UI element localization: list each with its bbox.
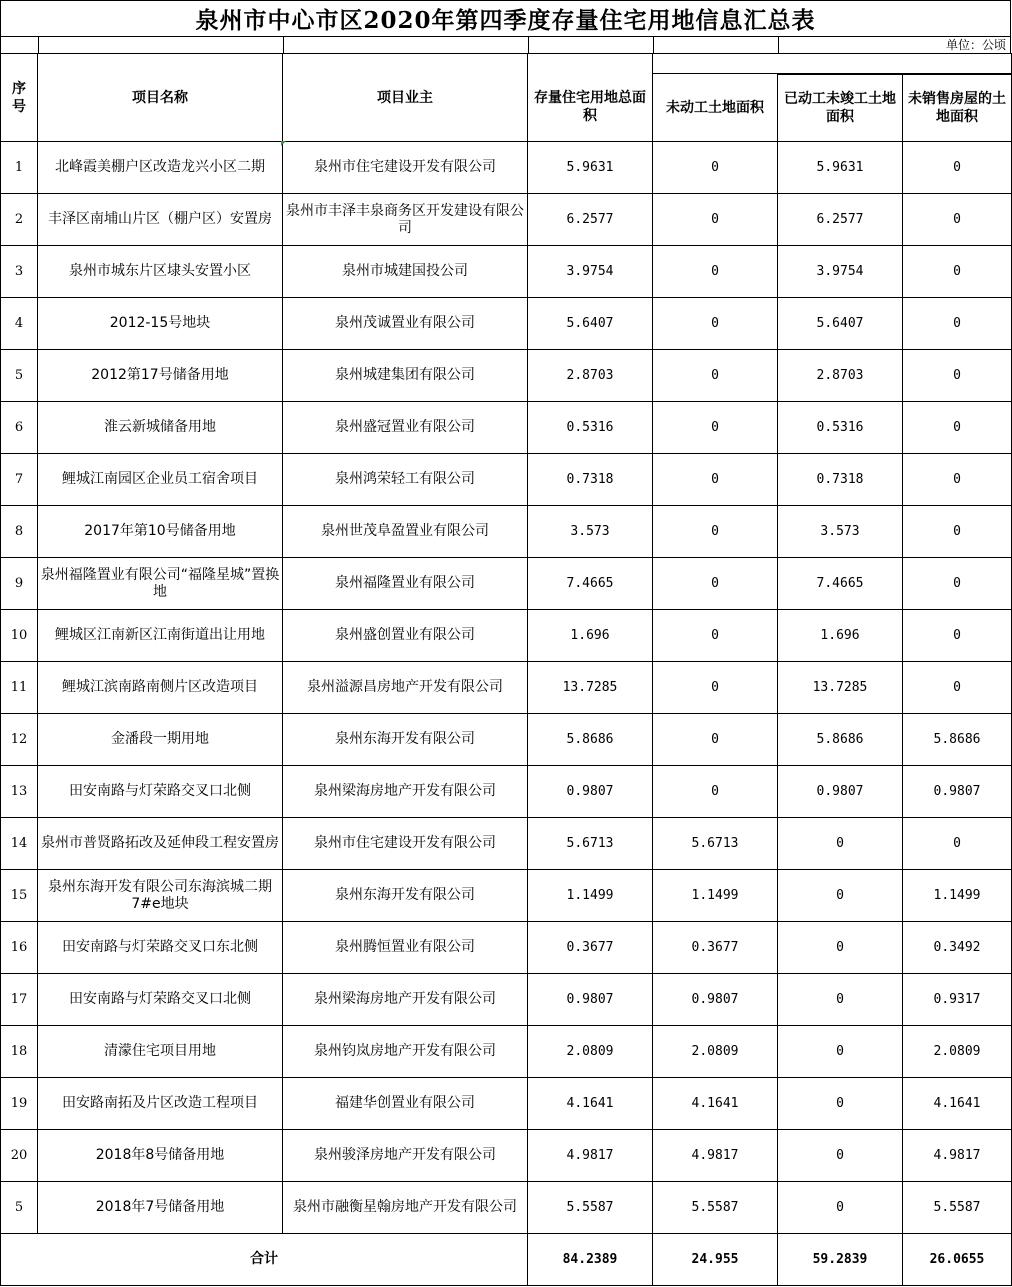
cell-total-area: 6.2577 xyxy=(528,194,653,246)
cell-started-area: 0 xyxy=(778,1026,903,1078)
header-total: 存量住宅用地总面积 xyxy=(528,74,653,142)
cell-project-name: 泉州市城东片区埭头安置小区 xyxy=(38,246,283,298)
cell-total-area: 5.5587 xyxy=(528,1182,653,1234)
cell-unsold-area: 4.9817 xyxy=(903,1130,1012,1182)
cell-owner: 泉州世茂阜盈置业有限公司 xyxy=(283,506,528,558)
header-blank xyxy=(653,54,1012,74)
cell-started-area: 0.9807 xyxy=(778,766,903,818)
cell-owner: 泉州腾恒置业有限公司 xyxy=(283,922,528,974)
cell-unsold-area: 0 xyxy=(903,818,1012,870)
cell-started-area: 0 xyxy=(778,974,903,1026)
cell-total-area: 1.1499 xyxy=(528,870,653,922)
cell-project-name: 泉州市普贤路拓改及延伸段工程安置房 xyxy=(38,818,283,870)
cell-started-area: 13.7285 xyxy=(778,662,903,714)
cell-unsold-area: 0 xyxy=(903,610,1012,662)
cell-index: 20 xyxy=(1,1130,38,1182)
cell-owner: 泉州市住宅建设开发有限公司 xyxy=(283,142,528,194)
header-not-started: 未动工土地面积 xyxy=(653,74,778,142)
cell-started-area: 0 xyxy=(778,818,903,870)
cell-not-started-area: 4.1641 xyxy=(653,1078,778,1130)
cell-owner: 泉州茂诚置业有限公司 xyxy=(283,298,528,350)
cell-not-started-area: 0 xyxy=(653,142,778,194)
header-top-row xyxy=(1,54,1012,74)
gridline xyxy=(38,37,39,53)
data-table xyxy=(0,53,1012,1286)
table-row xyxy=(1,246,1012,298)
cell-project-name: 田安南路与灯荣路交叉口北侧 xyxy=(38,974,283,1026)
cell-owner: 泉州市融衡星翰房地产开发有限公司 xyxy=(283,1182,528,1234)
cell-started-area: 0 xyxy=(778,1130,903,1182)
cell-started-area: 2.8703 xyxy=(778,350,903,402)
cell-project-name: 金潘段一期用地 xyxy=(38,714,283,766)
cell-started-area: 0 xyxy=(778,1182,903,1234)
cell-index: 19 xyxy=(1,1078,38,1130)
header-started-not-done: 已动工未竣工土地面积 xyxy=(778,75,903,142)
cell-not-started-area: 0 xyxy=(653,454,778,506)
cell-project-name: 2018年7号储备用地 xyxy=(38,1182,283,1234)
cell-owner: 泉州骏泽房地产开发有限公司 xyxy=(283,1130,528,1182)
table-row xyxy=(1,402,1012,454)
table-row xyxy=(1,298,1012,350)
table-row xyxy=(1,922,1012,974)
cell-project-name: 泉州东海开发有限公司东海滨城二期7#e地块 xyxy=(38,870,283,922)
cell-index: 16 xyxy=(1,922,38,974)
cell-index: 1 xyxy=(1,142,38,194)
cell-project-name: 田安南路与灯荣路交叉口北侧 xyxy=(38,766,283,818)
table-row xyxy=(1,558,1012,610)
table-row xyxy=(1,974,1012,1026)
cell-not-started-area: 5.5587 xyxy=(653,1182,778,1234)
cell-index: 11 xyxy=(1,662,38,714)
cell-project-name: 2012-15号地块 xyxy=(38,298,283,350)
cell-unsold-area: 2.0809 xyxy=(903,1026,1012,1078)
gridline xyxy=(283,37,284,53)
cell-project-name: 鲤城江南园区企业员工宿舍项目 xyxy=(38,454,283,506)
cell-unsold-area: 0 xyxy=(903,558,1012,610)
cell-not-started-area: 0 xyxy=(653,298,778,350)
cell-owner: 泉州盛冠置业有限公司 xyxy=(283,402,528,454)
cell-project-name: 鲤城江滨南路南侧片区改造项目 xyxy=(38,662,283,714)
table-row xyxy=(1,818,1012,870)
gridline xyxy=(778,37,779,53)
table-row xyxy=(1,350,1012,402)
gridline xyxy=(528,37,529,53)
table-row xyxy=(1,610,1012,662)
cell-index: 9 xyxy=(1,558,38,610)
cell-index: 2 xyxy=(1,194,38,246)
cell-index: 15 xyxy=(1,870,38,922)
cell-index: 18 xyxy=(1,1026,38,1078)
header-name: 项目名称 xyxy=(38,54,283,142)
cell-unsold-area: 0 xyxy=(903,506,1012,558)
cell-owner: 泉州东海开发有限公司 xyxy=(283,870,528,922)
cell-total-area: 2.0809 xyxy=(528,1026,653,1078)
cell-started-area: 0 xyxy=(778,1078,903,1130)
cell-started-area: 0.5316 xyxy=(778,402,903,454)
cell-project-name: 北峰霞美棚户区改造龙兴小区二期 xyxy=(38,142,283,194)
table-row xyxy=(1,142,1012,194)
cell-unsold-area: 0.9807 xyxy=(903,766,1012,818)
sum-started: 59.2839 xyxy=(778,1234,903,1286)
cell-owner: 泉州福隆置业有限公司 xyxy=(283,558,528,610)
sheet-title: 泉州市中心市区2020年第四季度存量住宅用地信息汇总表 xyxy=(0,0,1011,37)
cell-unsold-area: 0 xyxy=(903,298,1012,350)
cell-started-area: 5.6407 xyxy=(778,298,903,350)
cell-not-started-area: 0.9807 xyxy=(653,974,778,1026)
cell-unsold-area: 5.5587 xyxy=(903,1182,1012,1234)
cell-total-area: 4.9817 xyxy=(528,1130,653,1182)
cell-index: 3 xyxy=(1,246,38,298)
cell-total-area: 0.7318 xyxy=(528,454,653,506)
cell-index: 14 xyxy=(1,818,38,870)
cell-not-started-area: 0.3677 xyxy=(653,922,778,974)
comment-marker xyxy=(281,141,286,146)
cell-started-area: 0 xyxy=(778,870,903,922)
cell-project-name: 鲤城区江南新区江南街道出让用地 xyxy=(38,610,283,662)
cell-started-area: 6.2577 xyxy=(778,194,903,246)
cell-owner: 泉州城建集团有限公司 xyxy=(283,350,528,402)
cell-not-started-area: 0 xyxy=(653,402,778,454)
cell-not-started-area: 4.9817 xyxy=(653,1130,778,1182)
sum-label: 合计 xyxy=(1,1234,528,1286)
cell-index: 10 xyxy=(1,610,38,662)
cell-unsold-area: 4.1641 xyxy=(903,1078,1012,1130)
table-row xyxy=(1,662,1012,714)
cell-unsold-area: 0 xyxy=(903,142,1012,194)
cell-started-area: 3.9754 xyxy=(778,246,903,298)
cell-index: 12 xyxy=(1,714,38,766)
sum-not-started: 24.955 xyxy=(653,1234,778,1286)
cell-not-started-area: 0 xyxy=(653,558,778,610)
cell-project-name: 淮云新城储备用地 xyxy=(38,402,283,454)
table-row xyxy=(1,766,1012,818)
cell-not-started-area: 0 xyxy=(653,662,778,714)
cell-project-name: 田安路南拓及片区改造工程项目 xyxy=(38,1078,283,1130)
cell-owner: 泉州市住宅建设开发有限公司 xyxy=(283,818,528,870)
table-row xyxy=(1,714,1012,766)
cell-total-area: 7.4665 xyxy=(528,558,653,610)
header-index: 序 号 xyxy=(1,54,38,142)
cell-index: 4 xyxy=(1,298,38,350)
unit-row xyxy=(0,37,1011,53)
table-row xyxy=(1,506,1012,558)
cell-owner: 泉州鸿荣轻工有限公司 xyxy=(283,454,528,506)
cell-index: 13 xyxy=(1,766,38,818)
cell-started-area: 0.7318 xyxy=(778,454,903,506)
table-row xyxy=(1,870,1012,922)
cell-unsold-area: 0 xyxy=(903,402,1012,454)
table-row xyxy=(1,1182,1012,1234)
sum-total: 84.2389 xyxy=(528,1234,653,1286)
cell-total-area: 5.6407 xyxy=(528,298,653,350)
cell-started-area: 7.4665 xyxy=(778,558,903,610)
cell-owner: 泉州钧岚房地产开发有限公司 xyxy=(283,1026,528,1078)
cell-project-name: 2018年8号储备用地 xyxy=(38,1130,283,1182)
cell-total-area: 3.573 xyxy=(528,506,653,558)
header-owner: 项目业主 xyxy=(283,54,528,142)
table-row xyxy=(1,454,1012,506)
cell-index: 7 xyxy=(1,454,38,506)
cell-total-area: 4.1641 xyxy=(528,1078,653,1130)
cell-started-area: 5.9631 xyxy=(778,142,903,194)
cell-total-area: 5.8686 xyxy=(528,714,653,766)
cell-unsold-area: 0 xyxy=(903,454,1012,506)
cell-total-area: 5.9631 xyxy=(528,142,653,194)
cell-total-area: 13.7285 xyxy=(528,662,653,714)
gridline xyxy=(653,37,654,53)
cell-unsold-area: 5.8686 xyxy=(903,714,1012,766)
cell-owner: 泉州东海开发有限公司 xyxy=(283,714,528,766)
cell-total-area: 0.5316 xyxy=(528,402,653,454)
cell-total-area: 2.8703 xyxy=(528,350,653,402)
cell-owner: 泉州溢源昌房地产开发有限公司 xyxy=(283,662,528,714)
cell-project-name: 2017年第10号储备用地 xyxy=(38,506,283,558)
cell-started-area: 0 xyxy=(778,922,903,974)
cell-owner: 泉州梁海房地产开发有限公司 xyxy=(283,766,528,818)
cell-started-area: 3.573 xyxy=(778,506,903,558)
cell-owner: 福建华创置业有限公司 xyxy=(283,1078,528,1130)
cell-unsold-area: 0 xyxy=(903,350,1012,402)
header-blank xyxy=(528,54,653,74)
cell-unsold-area: 0.9317 xyxy=(903,974,1012,1026)
cell-index: 8 xyxy=(1,506,38,558)
cell-index: 5 xyxy=(1,1182,38,1234)
cell-unsold-area: 0 xyxy=(903,194,1012,246)
sum-unsold: 26.0655 xyxy=(903,1234,1012,1286)
table-row xyxy=(1,1078,1012,1130)
cell-not-started-area: 1.1499 xyxy=(653,870,778,922)
cell-not-started-area: 0 xyxy=(653,350,778,402)
cell-project-name: 丰泽区南埔山片区（棚户区）安置房 xyxy=(38,194,283,246)
cell-unsold-area: 0 xyxy=(903,662,1012,714)
cell-project-name: 田安南路与灯荣路交叉口东北侧 xyxy=(38,922,283,974)
cell-started-area: 5.8686 xyxy=(778,714,903,766)
cell-not-started-area: 0 xyxy=(653,194,778,246)
cell-total-area: 0.9807 xyxy=(528,974,653,1026)
cell-owner: 泉州盛创置业有限公司 xyxy=(283,610,528,662)
cell-total-area: 5.6713 xyxy=(528,818,653,870)
cell-total-area: 1.696 xyxy=(528,610,653,662)
cell-unsold-area: 0 xyxy=(903,246,1012,298)
sum-row xyxy=(1,1234,1012,1286)
cell-unsold-area: 0.3492 xyxy=(903,922,1012,974)
cell-project-name: 2012第17号储备用地 xyxy=(38,350,283,402)
cell-not-started-area: 0 xyxy=(653,610,778,662)
header-unsold: 未销售房屋的土地面积 xyxy=(903,75,1012,142)
table-row xyxy=(1,1026,1012,1078)
cell-owner: 泉州市丰泽丰泉商务区开发建设有限公司 xyxy=(283,194,528,246)
cell-unsold-area: 1.1499 xyxy=(903,870,1012,922)
cell-not-started-area: 0 xyxy=(653,714,778,766)
cell-total-area: 3.9754 xyxy=(528,246,653,298)
table-row xyxy=(1,1130,1012,1182)
cell-total-area: 0.9807 xyxy=(528,766,653,818)
table-row xyxy=(1,194,1012,246)
cell-owner: 泉州市城建国投公司 xyxy=(283,246,528,298)
cell-index: 17 xyxy=(1,974,38,1026)
cell-project-name: 清濛住宅项目用地 xyxy=(38,1026,283,1078)
cell-project-name: 泉州福隆置业有限公司“福隆星城”置换地 xyxy=(38,558,283,610)
cell-owner: 泉州梁海房地产开发有限公司 xyxy=(283,974,528,1026)
cell-not-started-area: 0 xyxy=(653,766,778,818)
cell-not-started-area: 5.6713 xyxy=(653,818,778,870)
cell-index: 6 xyxy=(1,402,38,454)
cell-not-started-area: 0 xyxy=(653,506,778,558)
cell-total-area: 0.3677 xyxy=(528,922,653,974)
unit-label: 单位：公顷 xyxy=(945,38,1006,52)
cell-index: 5 xyxy=(1,350,38,402)
cell-not-started-area: 0 xyxy=(653,246,778,298)
cell-started-area: 1.696 xyxy=(778,610,903,662)
cell-not-started-area: 2.0809 xyxy=(653,1026,778,1078)
